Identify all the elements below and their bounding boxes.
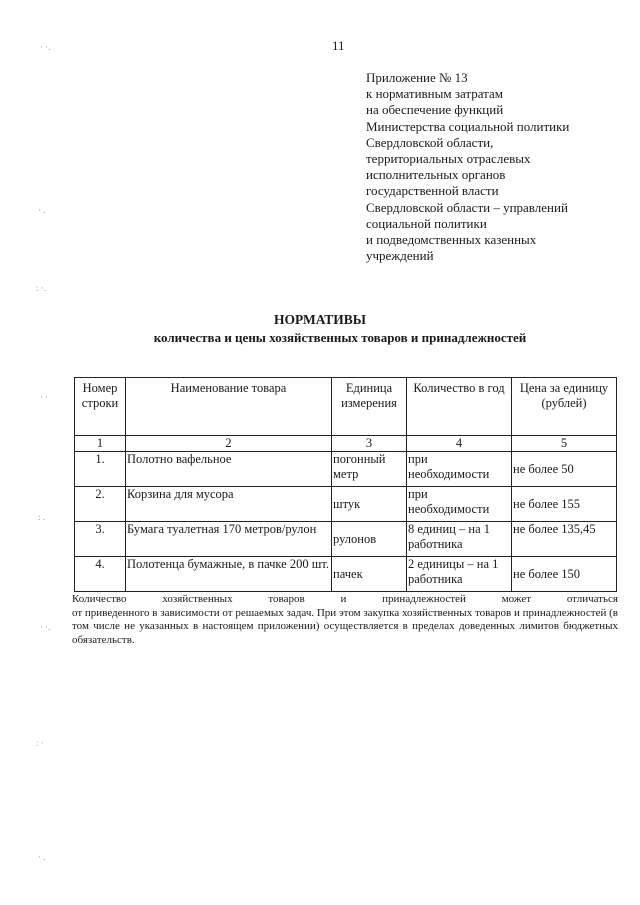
item-name: Корзина для мусора xyxy=(126,487,332,522)
item-quantity: 8 единиц – на 1 работника xyxy=(407,522,512,557)
scan-speck: · · xyxy=(40,392,49,402)
footnote-body: от приведенного в зависимости от решаемых задач. При этом закупка хозяйственных товаров и принадлежностей (в том числе не указанных в настоящем приложении) осуществляется в пределах доведенных лимитов бюджетных обязательств. xyxy=(72,606,618,646)
item-quantity: 2 единицы – на 1 работника xyxy=(407,557,512,592)
table-row xyxy=(75,522,617,557)
appendix-line: социальной политики xyxy=(366,215,487,231)
item-unit: пачек xyxy=(332,557,407,592)
document-subtitle: количества и цены хозяйственных товаров и принадлежностей xyxy=(153,330,527,345)
scan-speck: · ·. xyxy=(40,622,51,632)
column-number: 4 xyxy=(407,436,512,452)
item-name: Полотно вафельное xyxy=(126,452,332,487)
appendix-line: и подведомственных казенных xyxy=(366,232,537,248)
appendix-line: исполнительных органов xyxy=(366,167,506,183)
item-unit: штук xyxy=(332,487,407,522)
item-unit: рулонов xyxy=(332,522,407,557)
row-number: 1. xyxy=(75,452,126,487)
appendix-line: к нормативным затратам xyxy=(366,86,504,102)
column-number: 1 xyxy=(75,436,126,452)
item-name: Бумага туалетная 170 метров/рулон xyxy=(126,522,332,557)
scan-speck: · . xyxy=(38,205,46,215)
table-row xyxy=(75,557,617,592)
item-price: не более 50 xyxy=(512,452,617,487)
item-price: не более 135,45 xyxy=(512,522,617,557)
appendix-line: государственной власти xyxy=(366,183,499,199)
header-cell: Цена за единицу (рублей) xyxy=(512,378,617,436)
footnote-word: может xyxy=(501,593,532,605)
scan-speck: : ·. xyxy=(36,283,46,293)
scan-speck: · . xyxy=(38,852,46,862)
item-quantity: при необходимости xyxy=(407,487,512,522)
appendix-block xyxy=(366,70,626,264)
table-header-row xyxy=(75,378,617,436)
table-row xyxy=(75,487,617,522)
appendix-line: учреждений xyxy=(366,248,434,264)
header-cell: Количество в год xyxy=(407,378,512,436)
row-number: 4. xyxy=(75,557,126,592)
footnote-word: и xyxy=(340,593,347,605)
appendix-line: Свердловской области – управлений xyxy=(366,199,568,215)
header-cell: Наименование товара xyxy=(126,378,332,436)
item-unit: погонный метр xyxy=(332,452,407,487)
header-cell: Единица измерения xyxy=(332,378,407,436)
page-number: 11 xyxy=(332,38,345,53)
item-quantity: при необходимости xyxy=(407,452,512,487)
table-row xyxy=(75,452,617,487)
appendix-line: Приложение № 13 xyxy=(366,70,468,85)
footnote-word: хозяйственных xyxy=(162,593,233,605)
appendix-line: на обеспечение функций xyxy=(366,102,504,118)
document-title: НОРМАТИВЫ xyxy=(273,312,367,327)
norms-table xyxy=(74,377,617,592)
scan-speck: : · xyxy=(36,738,44,748)
scan-speck: : . xyxy=(38,512,46,522)
column-number-row xyxy=(75,436,617,452)
column-number: 2 xyxy=(126,436,332,452)
footnote-word: товаров xyxy=(268,593,305,605)
appendix-line: Свердловской области, xyxy=(366,134,494,150)
item-name: Полотенца бумажные, в пачке 200 шт. xyxy=(126,557,332,592)
column-number: 5 xyxy=(512,436,617,452)
scan-speck: · ·. xyxy=(40,42,51,52)
footnote xyxy=(72,593,618,647)
footnote-word: отличаться xyxy=(566,593,618,605)
row-number: 2. xyxy=(75,487,126,522)
appendix-line: территориальных отраслевых xyxy=(366,151,531,167)
item-price: не более 150 xyxy=(512,557,617,592)
appendix-line: Министерства социальной политики xyxy=(366,118,570,134)
row-number: 3. xyxy=(75,522,126,557)
footnote-word: принадлежностей xyxy=(382,593,466,605)
footnote-first-line xyxy=(72,593,618,607)
item-price: не более 155 xyxy=(512,487,617,522)
column-number: 3 xyxy=(332,436,407,452)
header-cell: Номер строки xyxy=(75,378,126,436)
footnote-word: Количество xyxy=(72,593,127,605)
